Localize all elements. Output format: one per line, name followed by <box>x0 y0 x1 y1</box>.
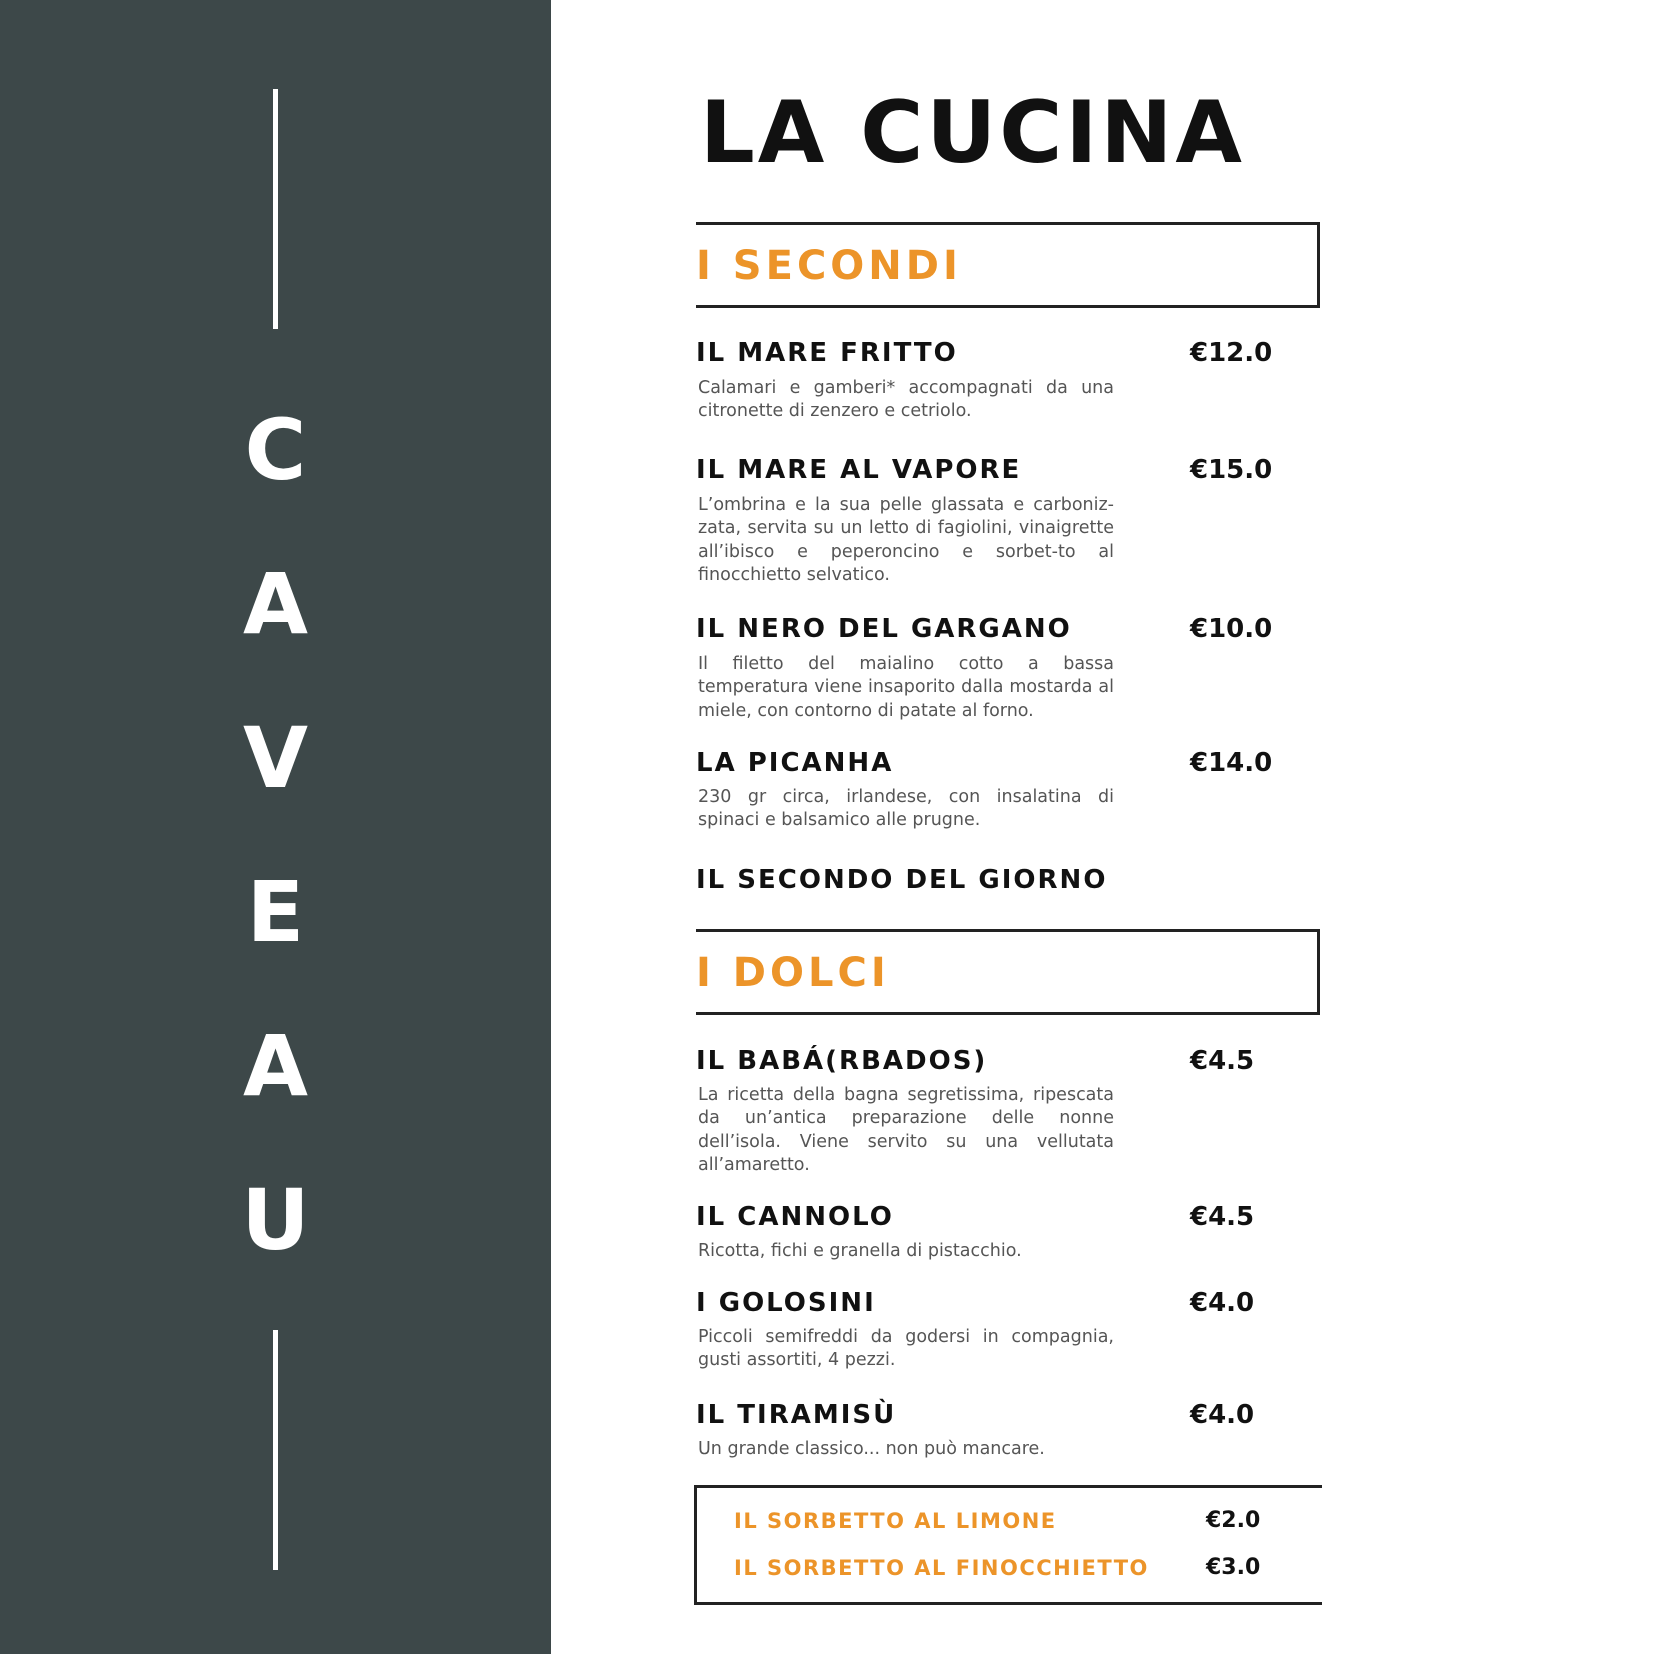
menu-item-description: Piccoli semifreddi da godersi in compagnia, gusti assortiti, 4 pezzi. <box>698 1327 1114 1371</box>
sorbetto-price: €3.0 <box>1206 1555 1261 1580</box>
menu-item-price: €4.5 <box>1190 1046 1255 1076</box>
sorbetto-name: IL SORBETTO AL FINOCCHIETTO <box>734 1556 1149 1580</box>
menu-item-name: IL CANNOLO <box>696 1202 894 1232</box>
sorbetti-frame <box>694 1485 1322 1605</box>
menu-item-price: €10.0 <box>1190 614 1273 644</box>
brand-letter: C <box>244 401 307 499</box>
page-title: LA CUCINA <box>700 83 1245 183</box>
brand-letter: E <box>246 863 305 961</box>
brand-letter: A <box>242 1017 308 1115</box>
menu-item-price: €12.0 <box>1190 338 1273 368</box>
menu-item-name: IL BABÁ(RBADOS) <box>696 1046 988 1076</box>
sorbetto-name: IL SORBETTO AL LIMONE <box>734 1509 1057 1533</box>
menu-item-name: IL MARE AL VAPORE <box>696 455 1022 485</box>
menu-item-name: IL MARE FRITTO <box>696 338 958 368</box>
menu-item-name: IL TIRAMISÙ <box>696 1400 897 1430</box>
section-title: I SECONDI <box>696 243 962 289</box>
divider-line-top <box>273 89 278 329</box>
menu-item-description: Ricotta, fichi e granella di pistacchio. <box>698 1241 1022 1261</box>
menu-item-price: €4.0 <box>1190 1288 1255 1318</box>
sorbetto-price: €2.0 <box>1206 1508 1261 1533</box>
section-title: I DOLCI <box>696 950 890 996</box>
brand-letter: U <box>241 1171 310 1269</box>
menu-item-name: IL SECONDO DEL GIORNO <box>696 865 1108 895</box>
menu-item-description: Un grande classico... non può mancare. <box>698 1439 1045 1459</box>
menu-item-description: Il filetto del maialino cotto a bassa temperatura viene insaporito dalla mostarda al miele, con contorno di patate al forno. <box>698 654 1114 721</box>
menu-item-name: IL NERO DEL GARGANO <box>696 614 1072 644</box>
menu-item-price: €14.0 <box>1190 748 1273 778</box>
menu-item-description: Calamari e gamberi* accompagnati da una citronette di zenzero e cetriolo. <box>698 378 1114 422</box>
divider-line-bottom <box>273 1330 278 1570</box>
menu-item-description: La ricetta della bagna segretissima, ripescata da un’antica preparazione delle nonne dell’isola. Viene servito su una vellutata all’amaretto. <box>698 1085 1114 1175</box>
menu-item-price: €4.0 <box>1190 1400 1255 1430</box>
menu-item-price: €4.5 <box>1190 1202 1255 1232</box>
menu-item-description: 230 gr circa, irlandese, con insalatina di spinaci e balsamico alle prugne. <box>698 787 1114 831</box>
brand-letter: V <box>242 709 308 807</box>
menu-item-price: €15.0 <box>1190 455 1273 485</box>
brand-panel <box>0 0 551 1654</box>
menu-item-description: L’ombrina e la sua pelle glassata e carboniz-zata, servita su un letto di fagiolini, vinaigrette all’ibisco e peperoncino e sorbet-to al finocchietto selvatico. <box>698 495 1114 585</box>
menu-item-name: LA PICANHA <box>696 748 894 778</box>
brand-letter: A <box>242 555 308 653</box>
menu-item-name: I GOLOSINI <box>696 1288 876 1318</box>
